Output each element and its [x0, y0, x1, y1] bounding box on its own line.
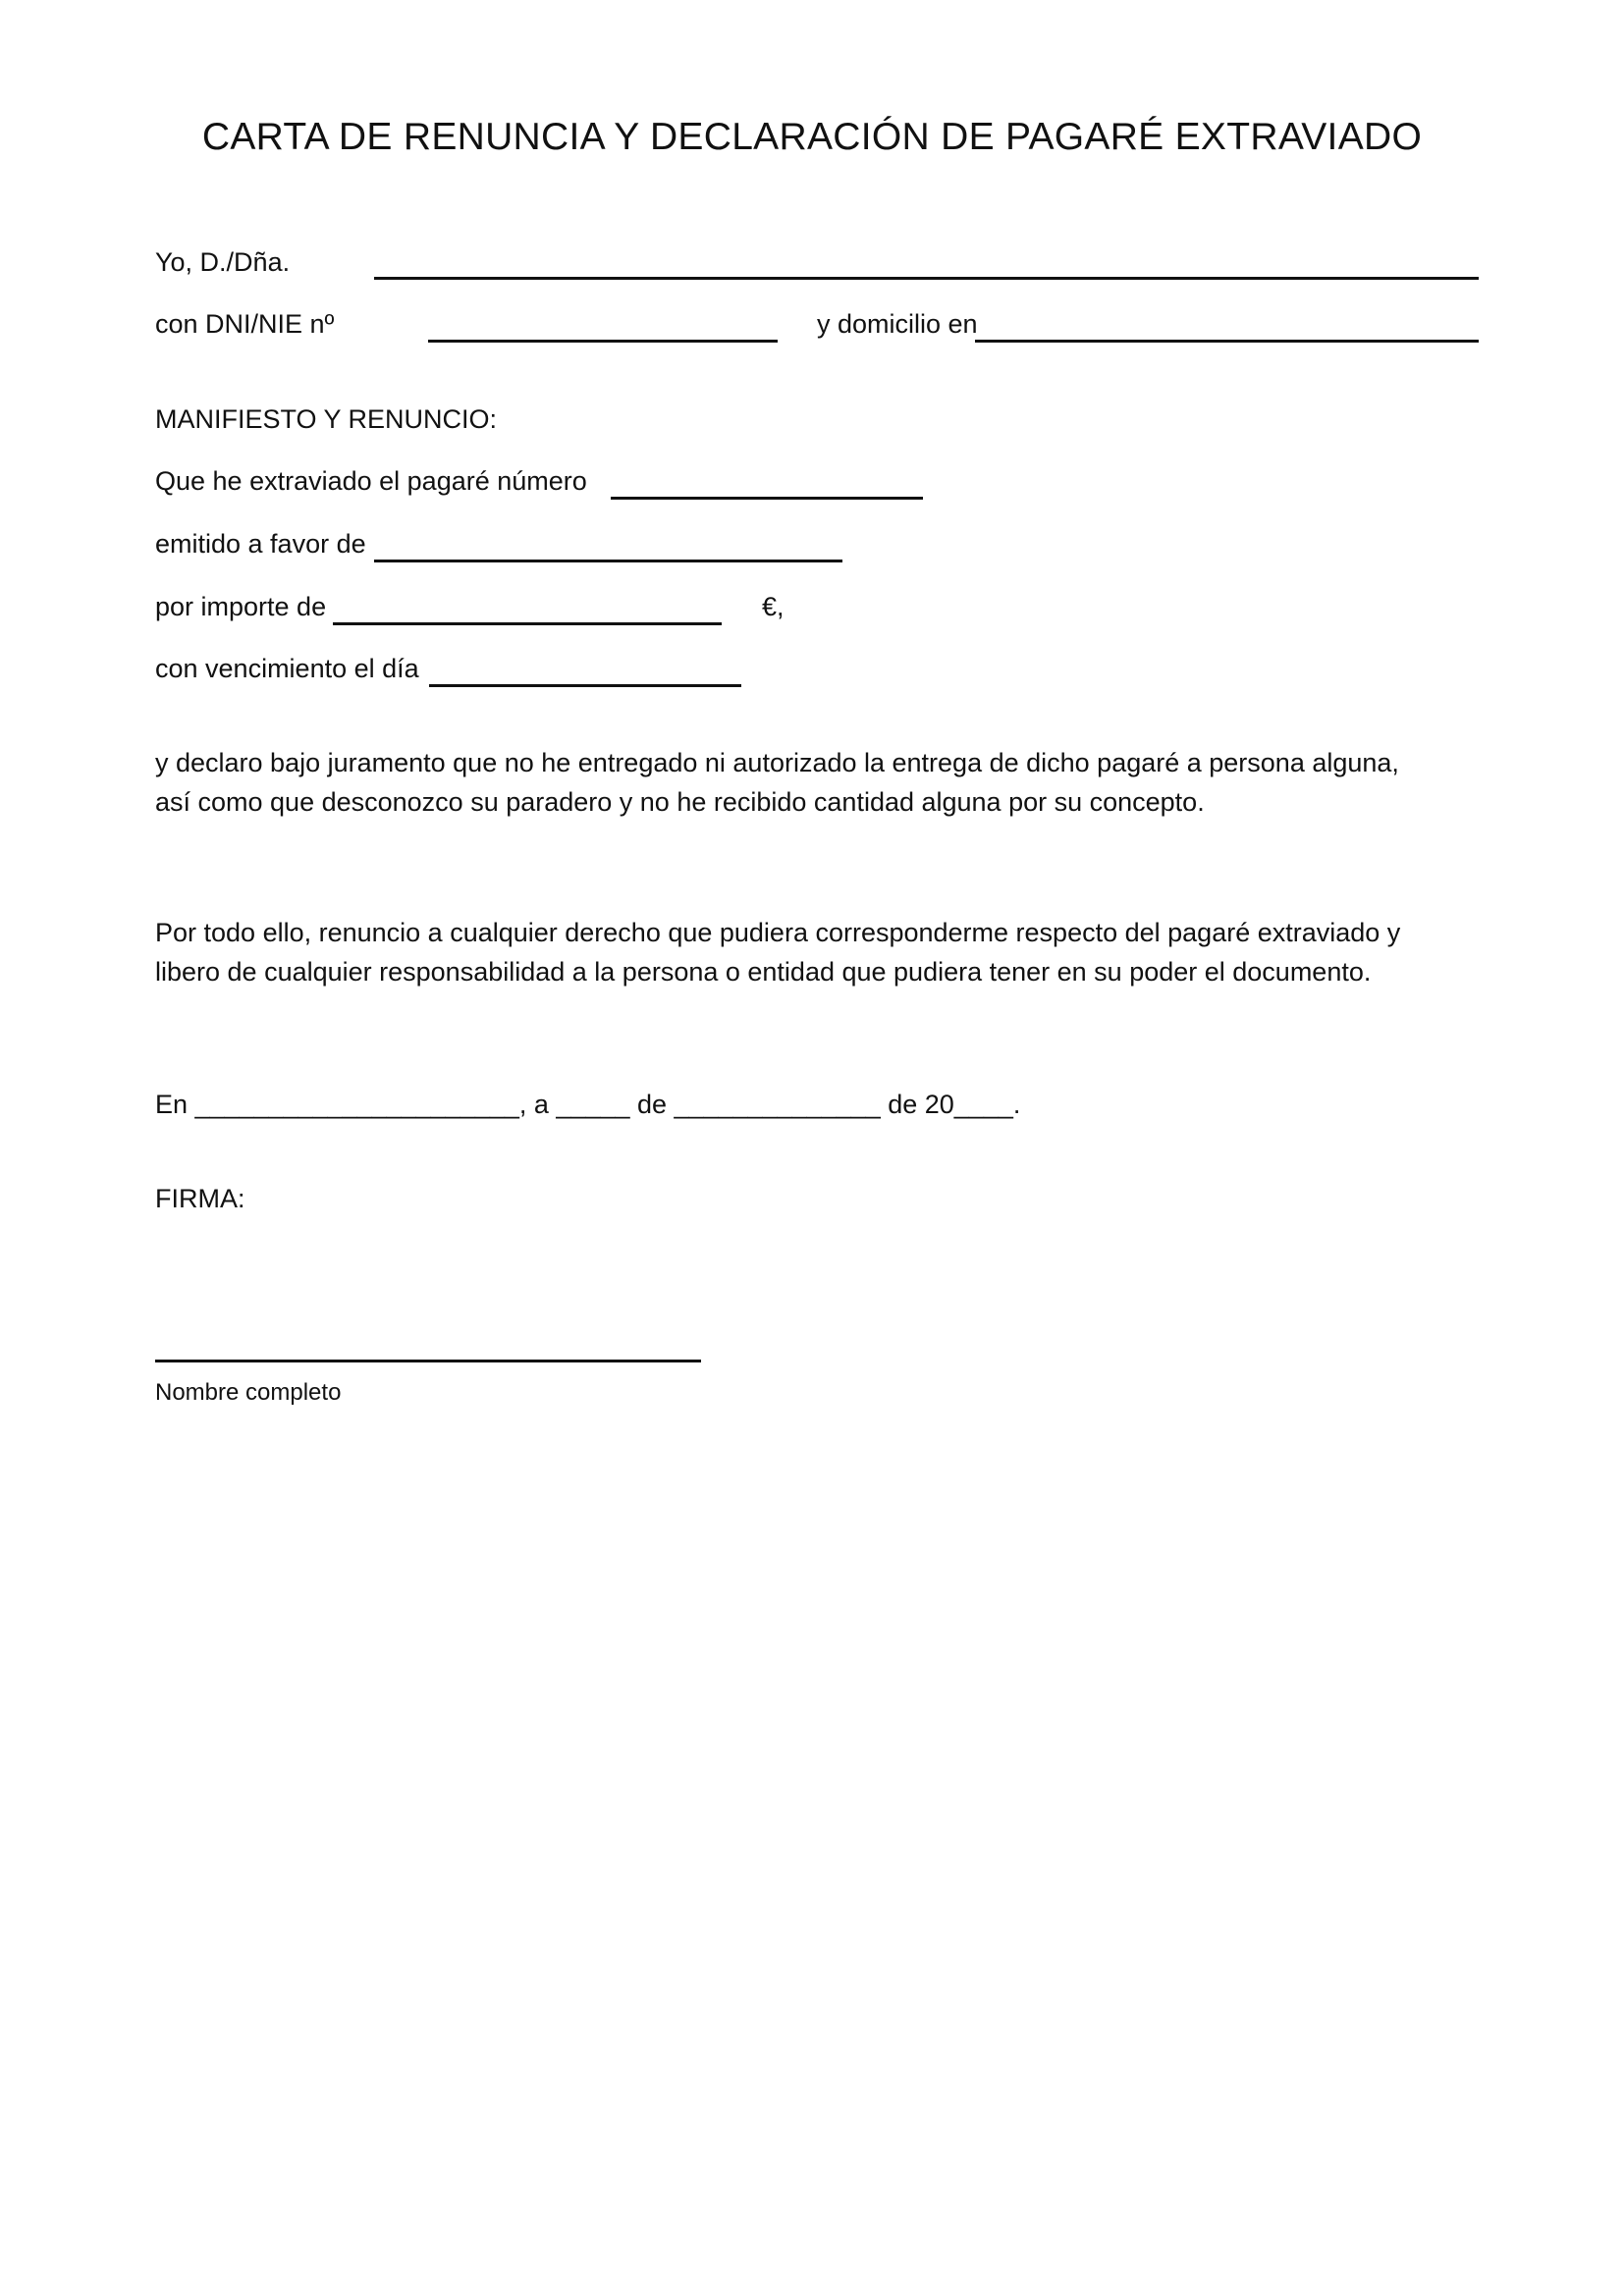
note-number-label: Que he extraviado el pagaré número	[155, 466, 587, 496]
beneficiary-label: emitido a favor de	[155, 529, 366, 559]
full-name-caption: Nombre completo	[155, 1379, 342, 1406]
dni-label: con DNI/NIE nº	[155, 309, 335, 339]
amount-label: por importe de	[155, 592, 327, 621]
address-blank-line[interactable]	[975, 340, 1479, 343]
waiver-line-1: Por todo ello, renuncio a cualquier derecho que pudiera corresponderme respecto del pagaré extraviado y	[155, 918, 1401, 947]
waiver-paragraph	[155, 913, 1471, 991]
place-date-line: En ______________________, a _____ de ______________ de 20____.	[155, 1090, 1021, 1119]
currency-symbol: €,	[762, 592, 785, 621]
section-heading: MANIFIESTO Y RENUNCIO:	[155, 404, 498, 434]
declaration-line-2: así como que desconozco su paradero y no he recibido cantidad alguna por su concepto.	[155, 787, 1205, 817]
beneficiary-blank-line[interactable]	[374, 560, 842, 562]
name-label: Yo, D./Dña.	[155, 247, 291, 277]
declaration-line-1: y declaro bajo juramento que no he entregado ni autorizado la entrega de dicho pagaré a persona alguna,	[155, 748, 1399, 777]
address-label: y domicilio en	[817, 309, 978, 339]
name-blank-line[interactable]	[374, 277, 1479, 280]
amount-blank-line[interactable]	[333, 622, 722, 625]
signature-label: FIRMA:	[155, 1184, 245, 1213]
document-title: CARTA DE RENUNCIA Y DECLARACIÓN DE PAGARÉ EXTRAVIADO	[201, 116, 1423, 158]
dni-blank-line[interactable]	[428, 340, 778, 343]
signature-line[interactable]	[155, 1360, 701, 1362]
declaration-paragraph	[155, 743, 1471, 822]
due-date-blank-line[interactable]	[429, 684, 741, 687]
note-number-blank-line[interactable]	[611, 497, 923, 500]
due-date-label: con vencimiento el día	[155, 654, 419, 683]
waiver-line-2: libero de cualquier responsabilidad a la persona o entidad que pudiera tener en su poder el documento.	[155, 957, 1372, 987]
